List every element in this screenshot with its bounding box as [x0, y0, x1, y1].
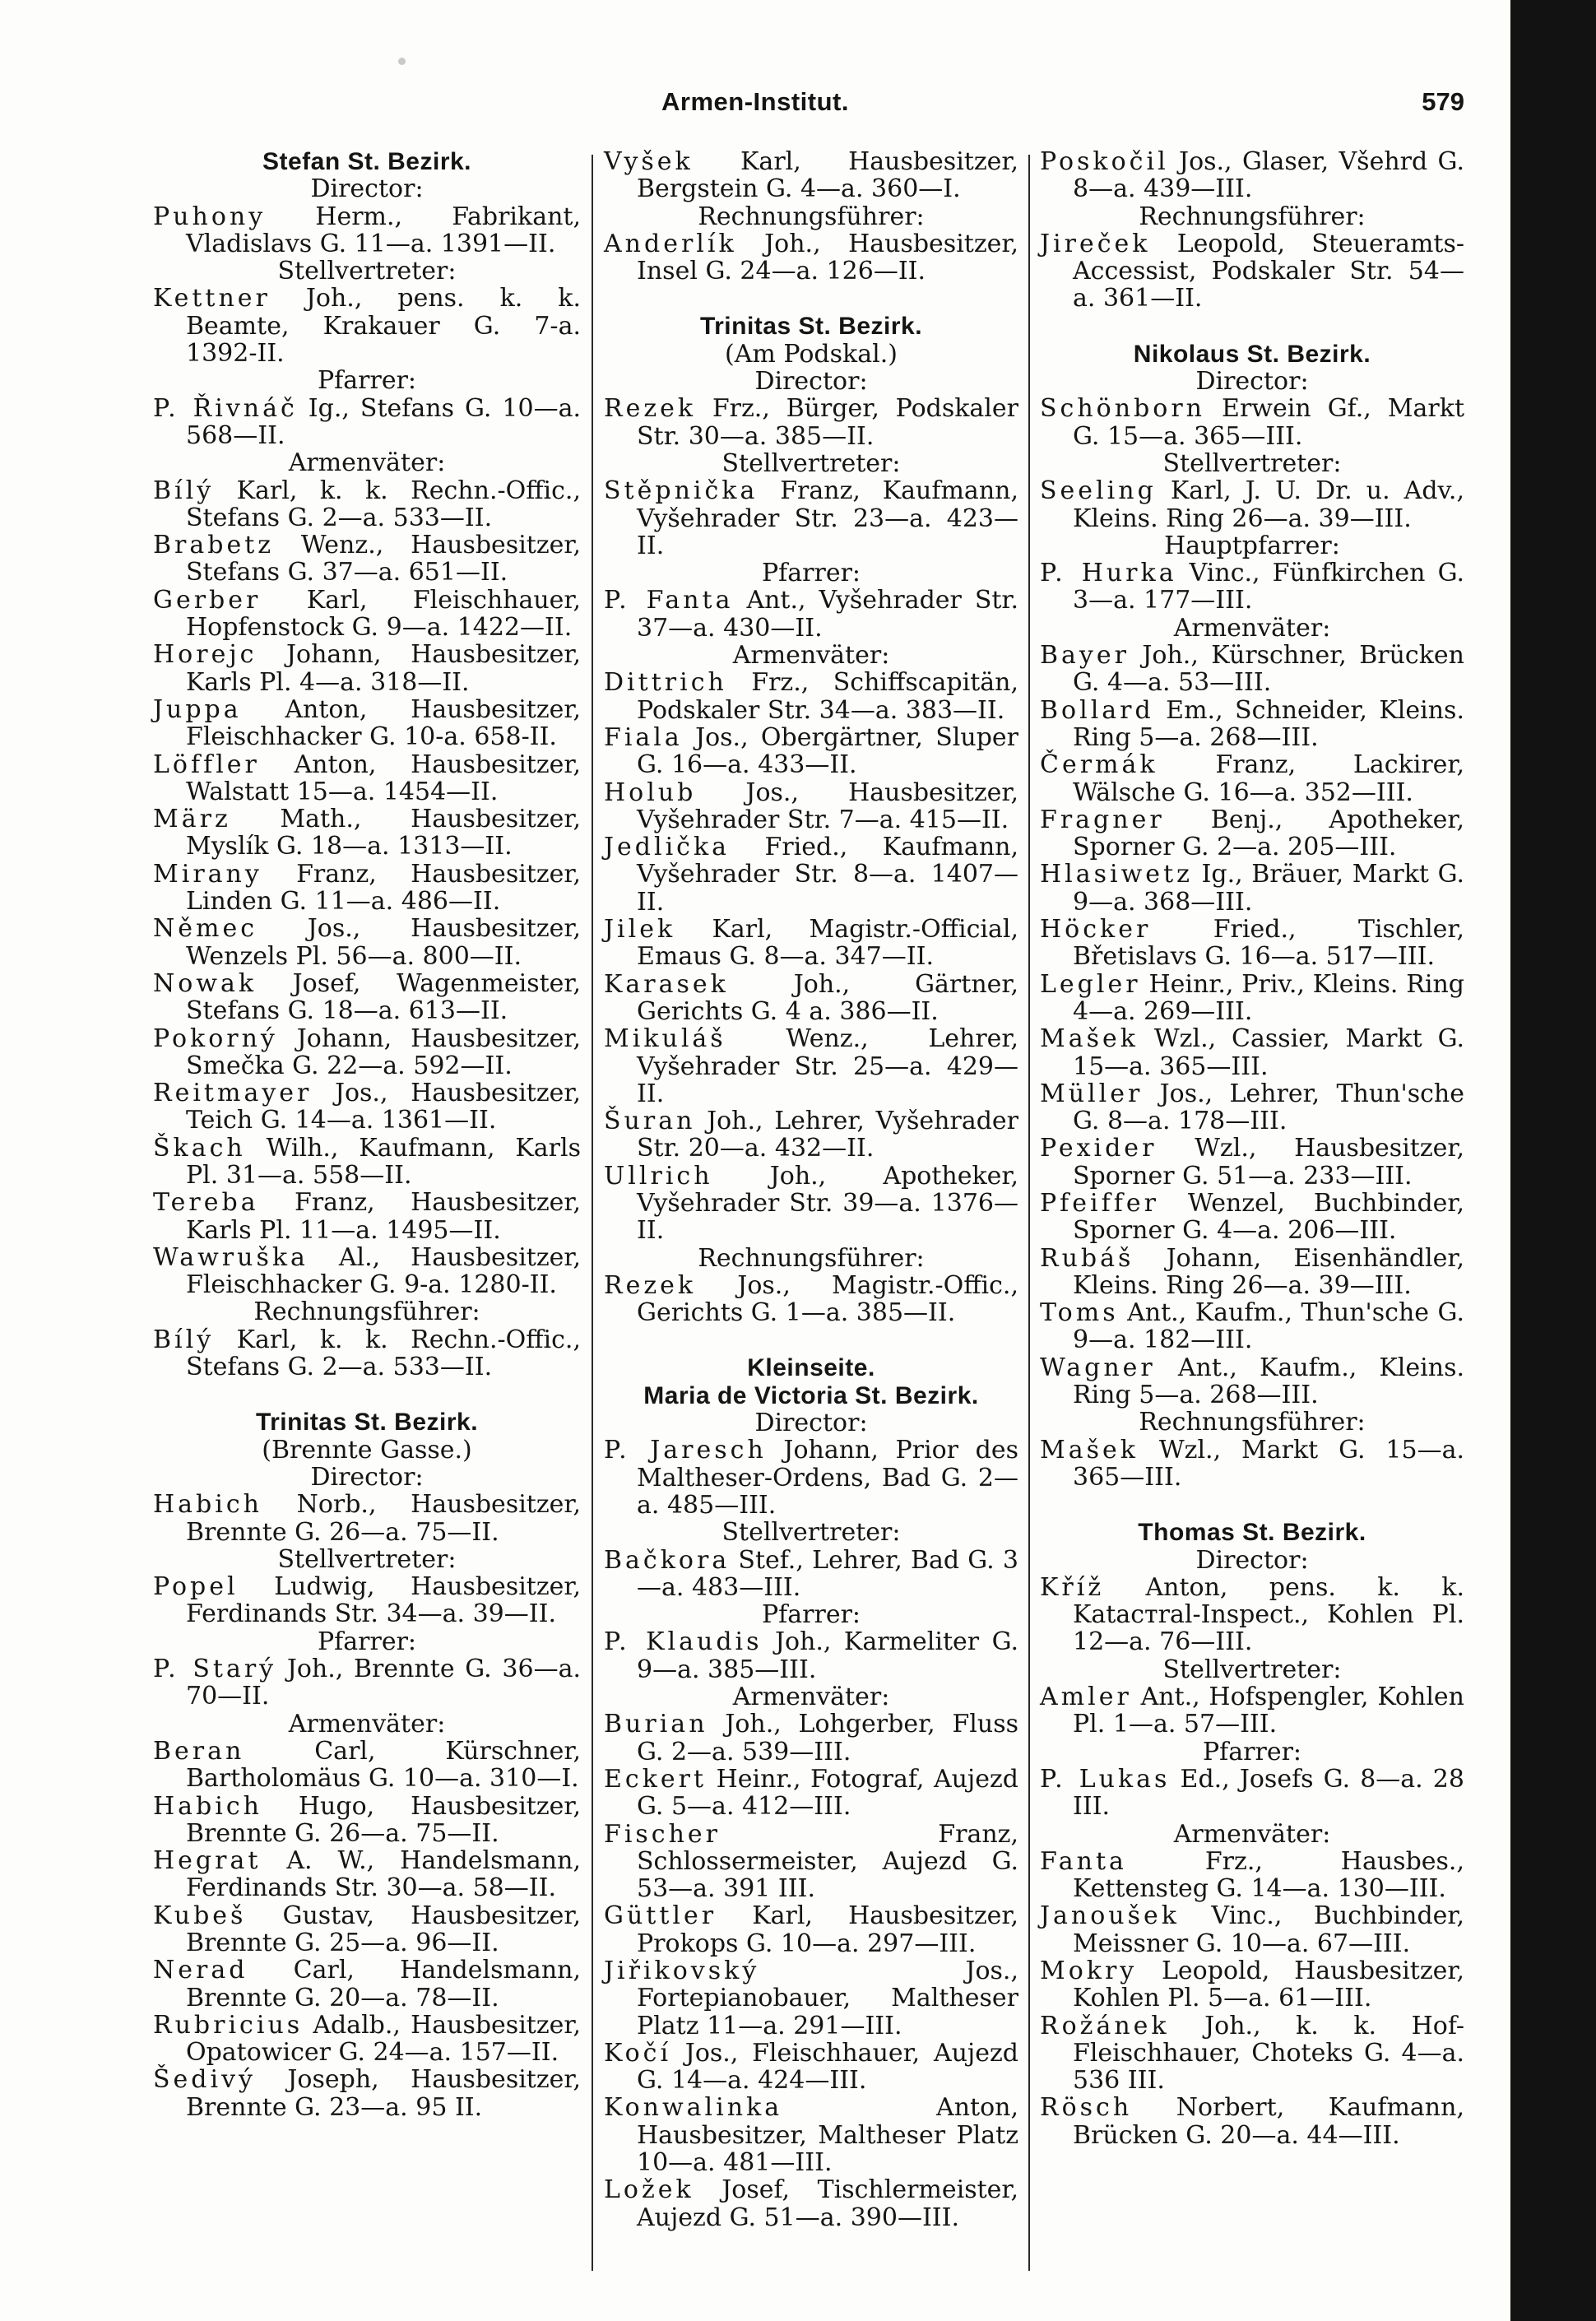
role-label: Stellvertreter: [1162, 1655, 1342, 1684]
entry-name: Kříž [1040, 1572, 1105, 1602]
entry-details: Josef, Tischlermeister, Aujezd G. 51—a. 390—III. [637, 2175, 1018, 2232]
entry-details: Karl, k. k. Rechn.-Offic., Stefans G. 2—a. 533—II. [186, 476, 581, 532]
entry-name: Karasek [604, 969, 729, 999]
entry-name: Bayer [1040, 641, 1130, 671]
entry-details: Stef., Lehrer, Bad G. 3—a. 483—III. [637, 1545, 1018, 1602]
directory-entry [153, 587, 581, 642]
role-label: Armenväter: [732, 641, 890, 671]
directory-entry [1040, 642, 1464, 697]
directory-entry [604, 833, 1018, 916]
entry-details: Wilh., Kaufmann, Karls Pl. 31—a. 558—II. [186, 1133, 581, 1190]
entry-details: Franz, Hausbesitzer, Linden G. 11—a. 486—II. [186, 859, 581, 917]
entry-name: Mirany [153, 859, 262, 889]
entry-details: Joh., Kürschner, Brücken G. 4—a. 53—III. [1073, 641, 1464, 698]
entry-name: Kočí [604, 2038, 672, 2068]
entry-name: Rubricius [153, 2010, 304, 2040]
entry-details: Ant., Kaufm., Thun'sche G. 9—a. 182—III. [1073, 1298, 1464, 1355]
entry-name: Janoušek [1040, 1901, 1180, 1931]
directory-entry [1040, 477, 1464, 532]
entry-details: Hugo, Hausbesitzer, Brennte G. 26—a. 75—II. [186, 1791, 581, 1848]
entry-name: P. Klaudis [604, 1627, 763, 1657]
directory-entry [153, 395, 581, 450]
directory-entry [153, 1079, 581, 1135]
entry-name: Mašek [1040, 1435, 1139, 1465]
directory-entry [1040, 1080, 1464, 1135]
directory-entry [604, 669, 1018, 724]
entry-details: Johann, Hausbesitzer, Karls Pl. 4—a. 318—II. [186, 640, 581, 697]
entry-name: Jiřikovský [604, 1957, 760, 1985]
entry-name: Puhony [153, 202, 267, 231]
directory-entry [1040, 861, 1464, 916]
entry-details: Ant., Kaufm., Kleins. Ring 5—a. 268—III. [1073, 1353, 1464, 1410]
entry-details: Karl, Hausbesitzer, Prokops G. 10—a. 297—III. [637, 1901, 1018, 1958]
entry-details: Heinr., Priv., Kleins. Ring 4—a. 269—III. [1073, 969, 1464, 1026]
directory-entry [1040, 1437, 1464, 1492]
directory-entry [153, 696, 581, 751]
directory-entry [1040, 1135, 1464, 1190]
entry-name: P. Lukas [1040, 1764, 1171, 1794]
directory-entry [604, 587, 1018, 642]
directory-entry [1040, 1299, 1464, 1354]
entry-name: Habich [153, 1490, 262, 1520]
entry-name: Anderlík [604, 229, 737, 258]
entry-name: P. Jaresch [604, 1436, 767, 1465]
entry-name: Mikuláš [604, 1024, 726, 1054]
entry-details: Ant., Vyšehrader Str. 37—a. 430—II. [637, 586, 1019, 643]
entry-name: Šuran [604, 1107, 696, 1136]
directory-entry [153, 285, 581, 367]
role-label: Stellvertreter: [277, 257, 457, 286]
entry-name: Reitmayer [153, 1079, 313, 1108]
entry-name: Fiala [604, 722, 683, 752]
entry-details: Johann, Hausbesitzer, Smečka G. 22—a. 592—II. [186, 1024, 581, 1080]
directory-entry [153, 1655, 581, 1711]
directory-entry [1040, 1683, 1464, 1738]
directory-entry [153, 1135, 581, 1190]
entry-name: Gerber [153, 585, 262, 615]
entry-name: Dittrich [604, 668, 727, 698]
entry-details: Jos., Magistr.-Offic., Gerichts G. 1—a. 385—II. [637, 1270, 1018, 1328]
page-header-title: Armen-Institut. [661, 87, 849, 116]
entry-name: Fragner [1040, 805, 1165, 834]
directory-entry [604, 724, 1018, 779]
entry-name: Schönborn [1040, 394, 1205, 424]
directory-entry [604, 1107, 1018, 1163]
entry-details: Anton, Hausbesitzer, Walstatt 15—a. 1454—II. [186, 750, 581, 806]
entry-details: Josef, Wagenmeister, Stefans G. 18—a. 613—II. [186, 968, 581, 1026]
directory-entry [604, 779, 1018, 834]
entry-name: Hlasiwetz [1040, 860, 1193, 889]
role-label: Rechnungsführer: [1139, 1408, 1366, 1437]
entry-name: Güttler [604, 1901, 717, 1931]
directory-entry [1040, 2094, 1464, 2149]
entry-details: Ed., Josefs G. 8—a. 28 III. [1073, 1764, 1464, 1822]
paper-speck [398, 58, 406, 65]
entry-name: Škach [153, 1133, 246, 1163]
entry-name: Müller [1040, 1079, 1144, 1108]
entry-details: Anton, pens. k. k. Kataстral-Inspect., Kohlen Pl. 12—a. 76—III. [1073, 1572, 1464, 1657]
entry-name: P. Řivnáč [153, 393, 298, 423]
entry-name: Fanta [1040, 1846, 1127, 1876]
entry-details: Frz., Schiffscapitän, Podskaler Str. 34—a. 383—II. [637, 668, 1018, 725]
directory-entry [153, 1244, 581, 1299]
entry-details: Fried., Tischler, Břetislavs G. 16—a. 517—III. [1073, 915, 1464, 972]
district-heading: Kleinseite. [747, 1354, 875, 1382]
entry-details: Jos., Obergärtner, Sluper G. 16—a. 433—II. [637, 722, 1018, 780]
section-heading: Maria de Victoria St. Bezirk. [643, 1381, 979, 1409]
entry-details: Franz, Hausbesitzer, Karls Pl. 11—a. 1495—II. [186, 1188, 581, 1245]
column-2 [604, 148, 1018, 2231]
entry-name: Horejc [153, 640, 257, 670]
entry-details: Wzl., Cassier, Markt G. 15—a. 365—III. [1073, 1024, 1464, 1081]
entry-details: Leopold, Hausbesitzer, Kohlen Pl. 5—a. 61—III. [1073, 1957, 1464, 2013]
entry-details: Jos., Lehrer, Thun'sche G. 8—a. 178—III. [1073, 1079, 1464, 1136]
column-3 [1040, 148, 1464, 2149]
entry-details: Frz., Bürger, Podskaler Str. 30—a. 385—II. [637, 394, 1018, 451]
directory-entry [604, 1628, 1018, 1683]
role-label: Pfarrer: [317, 1627, 417, 1656]
section-heading: Trinitas St. Bezirk. [255, 1409, 479, 1437]
column-1 [153, 148, 581, 2121]
entry-name: Ullrich [604, 1161, 713, 1191]
directory-entry [1040, 230, 1464, 313]
role-label: Rechnungsführer: [698, 1243, 925, 1273]
entry-name: Legler [1040, 969, 1141, 999]
directory-entry [1040, 1354, 1464, 1409]
section-heading: Trinitas St. Bezirk. [699, 313, 923, 341]
entry-details: Jos., Fleischhauer, Aujezd G. 14—a. 424—III. [637, 2038, 1018, 2096]
entry-details: Franz, Kaufmann, Vyšehrader Str. 23—a. 423—II. [637, 476, 1018, 560]
directory-entry [1040, 1574, 1464, 1656]
entry-details: Anton, Hausbesitzer, Maltheser Platz 10—a. 481—III. [637, 2093, 1018, 2178]
entry-name: Rubáš [1040, 1243, 1134, 1273]
directory-entry [604, 1821, 1018, 1903]
directory-entry [153, 1491, 581, 1546]
directory-entry [1040, 1848, 1464, 1903]
entry-name: Rezek [604, 394, 697, 424]
entry-name: Beran [153, 1736, 245, 1766]
directory-entry [604, 1437, 1018, 1519]
role-label: Pfarrer: [317, 366, 417, 396]
directory-entry [153, 751, 581, 806]
entry-details: Gustav, Hausbesitzer, Brennte G. 25—a. 96—II. [186, 1901, 581, 1957]
entry-details: Adalb., Hausbesitzer, Opatowicer G. 24—a. 157—II. [186, 2010, 581, 2068]
directory-entry [604, 2176, 1018, 2231]
section-heading: Nikolaus St. Bezirk. [1133, 340, 1371, 368]
directory-entry [153, 532, 581, 587]
directory-entry [604, 1902, 1018, 1957]
directory-entry [153, 641, 581, 696]
role-label: Director: [310, 174, 424, 204]
directory-entry [153, 203, 581, 258]
entry-name: Fischer [604, 1819, 721, 1849]
entry-name: Ložek [604, 2175, 694, 2205]
entry-details: Joh., Gärtner, Gerichts G. 4 a. 386—II. [637, 969, 1018, 1026]
entry-details: Vinc., Fünfkirchen G. 3—a. 177—III. [1073, 559, 1464, 615]
directory-entry [1040, 1902, 1464, 1957]
directory-entry [604, 1272, 1018, 1327]
role-label: Pfarrer: [761, 1600, 861, 1630]
entry-name: Jedlička [604, 833, 731, 862]
directory-entry [1040, 2012, 1464, 2095]
entry-details: Wenzel, Buchbinder, Sporner G. 4—a. 206—III. [1073, 1188, 1464, 1246]
directory-entry [1040, 806, 1464, 861]
directory-entry [153, 1902, 581, 1957]
entry-details: Erwein Gf., Markt G. 15—a. 365—III. [1073, 394, 1464, 451]
entry-name: Tereba [153, 1188, 259, 1218]
entry-details: Joh., Lehrer, Vyšehrader Str. 20—a. 432—II. [637, 1107, 1018, 1163]
role-label: Armenväter: [288, 1709, 446, 1738]
entry-name: Pexider [1040, 1134, 1158, 1163]
entry-details: Franz, Schlossermeister, Aujezd G. 53—a. 391 III. [637, 1819, 1018, 1904]
entry-details: Jos., Glaser, Všehrd G. 8—a. 439—III. [1073, 147, 1464, 204]
entry-details: Joh., Lohgerber, Fluss G. 2—a. 539—III. [637, 1710, 1018, 1766]
role-label: Director: [310, 1462, 424, 1492]
entry-details: Ant., Hofspengler, Kohlen Pl. 1—a. 57—III. [1073, 1683, 1464, 1739]
entry-name: Rožánek [1040, 2011, 1170, 2040]
entry-details: Anton, Hausbesitzer, Fleischhacker G. 10-a. 658-II. [186, 694, 581, 752]
entry-name: P. Hurka [1040, 559, 1177, 588]
section-heading: Thomas St. Bezirk. [1138, 1519, 1366, 1547]
entry-name: Hegrat [153, 1846, 262, 1876]
entry-details: Norbert, Kaufmann, Brücken G. 20—a. 44—III. [1073, 2093, 1464, 2150]
entry-details: Carl, Handelsmann, Brennte G. 20—a. 78—II. [186, 1956, 581, 2012]
entry-details: Wenz., Hausbesitzer, Stefans G. 37—a. 651—II. [186, 531, 581, 587]
entry-name: Jireček [1040, 229, 1151, 258]
entry-name: Rezek [604, 1270, 697, 1300]
directory-entry [604, 230, 1018, 285]
directory-entry [604, 2094, 1018, 2176]
entry-name: Holub [604, 778, 697, 807]
role-label: Armenväter: [288, 448, 446, 478]
directory-entry [153, 1025, 581, 1080]
entry-details: Joh., Karmeliter G. 9—a. 385—III. [637, 1627, 1018, 1684]
entry-details: Benj., Apotheker, Sporner G. 2—a. 205—III. [1073, 805, 1464, 862]
entry-details: Norb., Hausbesitzer, Brennte G. 26—a. 75—II. [186, 1490, 581, 1547]
entry-name: Mašek [1040, 1024, 1139, 1054]
directory-entry [153, 1793, 581, 1848]
role-label: Armenväter: [1173, 613, 1331, 643]
entry-details: Wzl., Markt G. 15—a. 365—III. [1073, 1435, 1464, 1492]
entry-details: Leopold, Steueramts-Accessist, Podskaler Str. 54—a. 361—II. [1073, 229, 1464, 313]
entry-name: Šedivý [153, 2065, 257, 2095]
directory-entry [1040, 395, 1464, 450]
role-label: Director: [754, 367, 868, 397]
role-label: Director: [1195, 1545, 1309, 1575]
column-divider [592, 155, 593, 2271]
entry-name: Löffler [153, 750, 260, 779]
entry-details: Wenz., Lehrer, Vyšehrader Str. 25—a. 429—II. [637, 1024, 1018, 1108]
role-label: Director: [754, 1409, 868, 1438]
entry-details: Franz, Lackirer, Wälsche G. 16—a. 352—III. [1073, 750, 1464, 807]
directory-entry [153, 915, 581, 970]
entry-name: Nowak [153, 968, 257, 998]
directory-entry [1040, 751, 1464, 806]
entry-name: Amler [1040, 1683, 1132, 1712]
entry-name: Pokorný [153, 1024, 278, 1053]
role-label: Director: [1195, 367, 1309, 397]
entry-name: Bílý [153, 1325, 215, 1354]
entry-details: Joh., Apotheker, Vyšehrader Str. 39—a. 1376—II. [637, 1161, 1018, 1246]
entry-name: P. Starý [153, 1655, 277, 1684]
entry-name: Kubeš [153, 1901, 247, 1930]
directory-entry [153, 1847, 581, 1902]
directory-entry [1040, 148, 1464, 203]
role-label: Hauptpfarrer: [1164, 531, 1340, 560]
entry-name: März [153, 805, 231, 834]
entry-details: Frz., Hausbes., Kettensteg G. 14—a. 130—III. [1073, 1846, 1464, 1904]
entry-name: Bílý [153, 476, 215, 505]
role-label: Stellvertreter: [277, 1544, 457, 1574]
directory-entry [153, 2012, 581, 2067]
entry-name: Vyšek [604, 147, 694, 176]
directory-entry [1040, 1957, 1464, 2012]
entry-name: Wawruška [153, 1242, 309, 1272]
entry-details: Math., Hausbesitzer, Myslík G. 18—a. 1313—II. [186, 805, 581, 861]
entry-name: Kettner [153, 284, 271, 313]
entry-name: Wagner [1040, 1353, 1156, 1382]
directory-entry [604, 477, 1018, 559]
directory-entry [153, 970, 581, 1025]
directory-entry [1040, 971, 1464, 1026]
directory-entry [153, 1957, 581, 2012]
directory-entry [604, 1547, 1018, 1602]
role-label: Armenväter: [1173, 1819, 1331, 1849]
entry-name: Burian [604, 1710, 708, 1739]
entry-details: Jos., Hausbesitzer, Teich G. 14—a. 1361—II. [186, 1079, 581, 1135]
entry-name: Eckert [604, 1764, 708, 1794]
directory-entry [153, 861, 581, 916]
directory-entry [1040, 1190, 1464, 1245]
directory-entry [604, 1766, 1018, 1821]
entry-name: Popel [153, 1572, 239, 1602]
directory-entry [153, 2066, 581, 2121]
directory-entry [153, 805, 581, 861]
entry-details: Ig., Bräuer, Markt G. 9—a. 368—III. [1073, 860, 1464, 917]
directory-entry [1040, 1025, 1464, 1080]
entry-details: Karl, J. U. Dr. u. Adv., Kleins. Ring 26—a. 39—III. [1073, 476, 1464, 533]
entry-name: Čermák [1040, 750, 1158, 780]
entry-name: Němec [153, 914, 258, 944]
entry-details: Joh., Hausbesitzer, Insel G. 24—a. 126—II. [637, 229, 1018, 286]
entry-details: A. W., Handelsmann, Ferdinands Str. 30—a. 58—II. [186, 1846, 581, 1903]
entry-details: Karl, Fleischhauer, Hopfenstock G. 9—a. 1422—II. [186, 585, 581, 643]
directory-entry [604, 1957, 1018, 2040]
directory-entry [153, 1738, 581, 1793]
directory-entry [1040, 559, 1464, 615]
entry-name: Rösch [1040, 2093, 1133, 2123]
directory-entry [604, 1711, 1018, 1766]
entry-name: Pfeiffer [1040, 1188, 1159, 1218]
entry-name: Poskočil [1040, 147, 1169, 176]
role-label: Stellvertreter: [721, 1518, 901, 1548]
entry-details: Wzl., Hausbesitzer, Sporner G. 51—a. 233—III. [1073, 1134, 1464, 1191]
entry-name: Brabetz [153, 531, 275, 560]
directory-entry [604, 971, 1018, 1026]
directory-entry [604, 395, 1018, 450]
entry-details: Ludwig, Hausbesitzer, Ferdinands Str. 34—a. 39—II. [186, 1572, 581, 1629]
entry-details: Al., Hausbesitzer, Fleischhacker G. 9-a. 1280-II. [186, 1242, 581, 1300]
role-label: Stellvertreter: [1162, 448, 1342, 478]
entry-name: Juppa [153, 694, 242, 724]
entry-name: Nerad [153, 1956, 248, 1985]
role-label: Rechnungsführer: [698, 202, 925, 231]
entry-name: P. Fanta [604, 586, 734, 615]
entry-details: Joh., pens. k. k. Beamte, Krakauer G. 7-a. 1392-II. [186, 284, 581, 369]
entry-details: Joseph, Hausbesitzer, Brennte G. 23—a. 95 II. [186, 2065, 581, 2122]
role-label: Rechnungsführer: [1139, 202, 1366, 231]
entry-name: Toms [1040, 1298, 1119, 1328]
directory-entry [153, 1573, 581, 1628]
directory-entry [1040, 916, 1464, 971]
entry-name: Jilek [604, 915, 676, 945]
entry-details: Karl, Hausbesitzer, Bergstein G. 4—a. 360—I. [637, 147, 1018, 204]
entry-details: Fried., Kaufmann, Vyšehrader Str. 8—a. 1407—II. [637, 833, 1018, 917]
entry-name: Mokry [1040, 1957, 1138, 1985]
entry-details: Em., Schneider, Kleins. Ring 5—a. 268—III. [1073, 695, 1464, 752]
role-label: Armenväter: [732, 1683, 890, 1712]
section-heading: Stefan St. Bezirk. [262, 148, 472, 175]
role-label: (Am Podskal.) [725, 339, 898, 369]
entry-details: Karl, k. k. Rechn.-Offic., Stefans G. 2—a. 533—II. [186, 1325, 581, 1382]
entry-details: Johann, Prior des Maltheser-Ordens, Bad G. 2—a. 485—III. [637, 1436, 1018, 1520]
entry-details: Ig., Stefans G. 10—a. 568—II. [186, 393, 581, 450]
entry-details: Herm., Fabrikant, Vladislavs G. 11—a. 1391—II. [186, 202, 581, 258]
entry-name: Konwalinka [604, 2093, 783, 2123]
entry-name: Bollard [1040, 695, 1154, 725]
directory-entry [604, 1025, 1018, 1107]
entry-details: Johann, Eisenhändler, Kleins. Ring 26—a. 39—III. [1073, 1243, 1464, 1300]
role-label: (Brennte Gasse.) [262, 1435, 472, 1465]
column-divider [1028, 155, 1030, 2271]
entry-details: Joh., k. k. Hof-Fleischhauer, Choteks G. 4—a. 536 III. [1073, 2011, 1464, 2096]
entry-details: Joh., Brennte G. 36—a. 70—II. [186, 1655, 581, 1711]
directory-entry [604, 2040, 1018, 2095]
entry-name: Höcker [1040, 915, 1152, 945]
page-number: 579 [1422, 87, 1464, 116]
entry-details: Karl, Magistr.-Official, Emaus G. 8—a. 347—II. [637, 915, 1018, 972]
directory-entry [1040, 1766, 1464, 1821]
role-label: Stellvertreter: [721, 448, 901, 478]
directory-entry [604, 148, 1018, 203]
role-label: Rechnungsführer: [253, 1297, 480, 1327]
directory-entry [604, 916, 1018, 971]
directory-entry [153, 1189, 581, 1244]
directory-entry [153, 1326, 581, 1381]
entry-name: Seeling [1040, 476, 1157, 506]
directory-entry [1040, 1245, 1464, 1300]
entry-name: Stěpnička [604, 476, 759, 506]
entry-details: Heinr., Fotograf, Aujezd G. 5—a. 412—III. [637, 1764, 1018, 1822]
entry-name: Habich [153, 1791, 262, 1821]
role-label: Pfarrer: [761, 559, 861, 588]
directory-entry [604, 1163, 1018, 1245]
entry-name: Bačkora [604, 1545, 731, 1575]
directory-entry [1040, 697, 1464, 752]
entry-details: Carl, Kürschner, Bartholomäus G. 10—a. 310—I. [186, 1736, 581, 1794]
entry-details: Jos., Hausbesitzer, Wenzels Pl. 56—a. 800—II. [186, 914, 581, 971]
directory-entry [153, 477, 581, 532]
entry-details: Jos., Hausbesitzer, Vyšehrader Str. 7—a. 415—II. [637, 778, 1018, 834]
entry-details: Vinc., Buchbinder, Meissner G. 10—a. 67—III. [1073, 1901, 1464, 1958]
role-label: Pfarrer: [1202, 1737, 1302, 1766]
entry-details: Jos., Fortepianobauer, Maltheser Platz 11—a. 291—III. [637, 1957, 1018, 2040]
